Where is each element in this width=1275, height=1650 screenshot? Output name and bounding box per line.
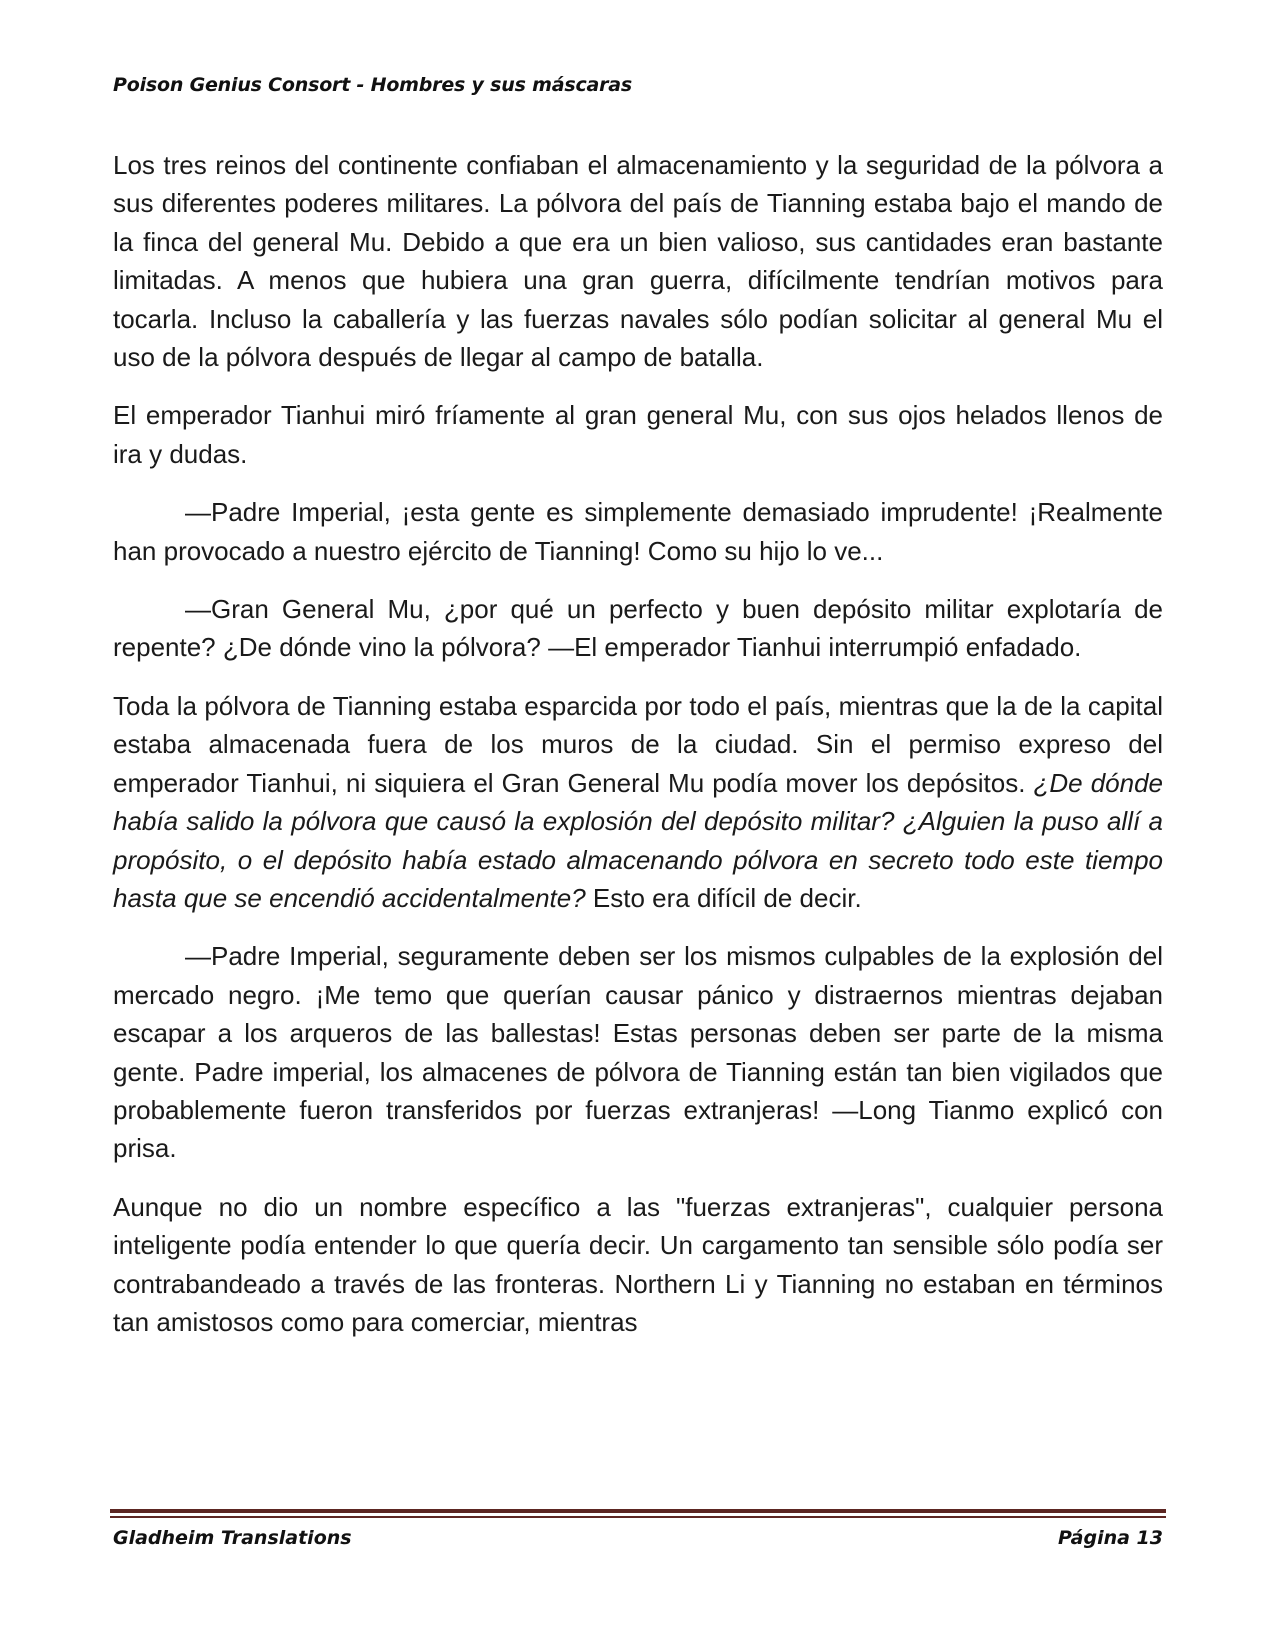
running-header: Poison Genius Consort - Hombres y sus máscaras — [113, 74, 633, 96]
footer-divider-thin — [110, 1516, 1166, 1518]
paragraph-text: Toda la pólvora de Tianning estaba esparcida por todo el país, mientras que la de la capital estaba almacenada fuera de los muros de la ciudad. Sin el permiso expreso del emperador Tianhui, ni siquiera el Gran General Mu podía mover los depósitos. — [113, 690, 1163, 798]
paragraph-text: Esto era difícil de decir. — [585, 882, 862, 913]
paragraph — [113, 687, 1163, 917]
footer-divider — [110, 1509, 1166, 1513]
paragraph: El emperador Tianhui miró fríamente al gran general Mu, con sus ojos helados llenos de ira y dudas. — [113, 400, 1163, 469]
page-number: Página 13 — [1057, 1527, 1163, 1549]
italic-thought: ¿De dónde había salido la pólvora que causó la explosión del depósito militar? ¿Alguien la puso allí a propósito, o el depósito había estado almacenando pólvora en secreto todo este tiempo hasta que se encendió accidentalmente? — [113, 767, 1163, 913]
document-body — [113, 146, 1163, 1361]
dialogue-paragraph: —Padre Imperial, seguramente deben ser los mismos culpables de la explosión del mercado negro. ¡Me temo que querían causar pánico y distraernos mientras dejaban escapar a los arqueros de las ballestas! Estas personas deben ser parte de la misma gente. Padre imperial, los almacenes de pólvora de Tianning están tan bien vigilados que probablemente fueron transferidos por fuerzas extranjeras! —Long Tianmo explicó con prisa. — [113, 941, 1163, 1164]
footer-publisher: Gladheim Translations — [113, 1527, 352, 1549]
dialogue-paragraph: —Padre Imperial, ¡esta gente es simplemente demasiado imprudente! ¡Realmente han provocado a nuestro ejército de Tianning! Como su hijo lo ve... — [113, 497, 1163, 566]
paragraph: Aunque no dio un nombre específico a las "fuerzas extranjeras", cualquier persona inteligente podía entender lo que quería decir. Un cargamento tan sensible sólo podía ser contrabandeado a través de las fronteras. Northern Li y Tianning no estaban en términos tan amistosos como para comerciar, mientras — [113, 1191, 1163, 1337]
paragraph: Los tres reinos del continente confiaban el almacenamiento y la seguridad de la pólvora a sus diferentes poderes militares. La pólvora del país de Tianning estaba bajo el mando de la finca del general Mu. Debido a que era un bien valioso, sus cantidades eran bastante limitadas. A menos que hubiera una gran guerra, difícilmente tendrían motivos para tocarla. Incluso la caballería y las fuerzas navales sólo podían solicitar al general Mu el uso de la pólvora después de llegar al campo de batalla. — [113, 150, 1163, 373]
dialogue-paragraph: —Gran General Mu, ¿por qué un perfecto y buen depósito militar explotaría de repente? ¿De dónde vino la pólvora? —El emperador Tianhui interrumpió enfadado. — [113, 594, 1163, 663]
